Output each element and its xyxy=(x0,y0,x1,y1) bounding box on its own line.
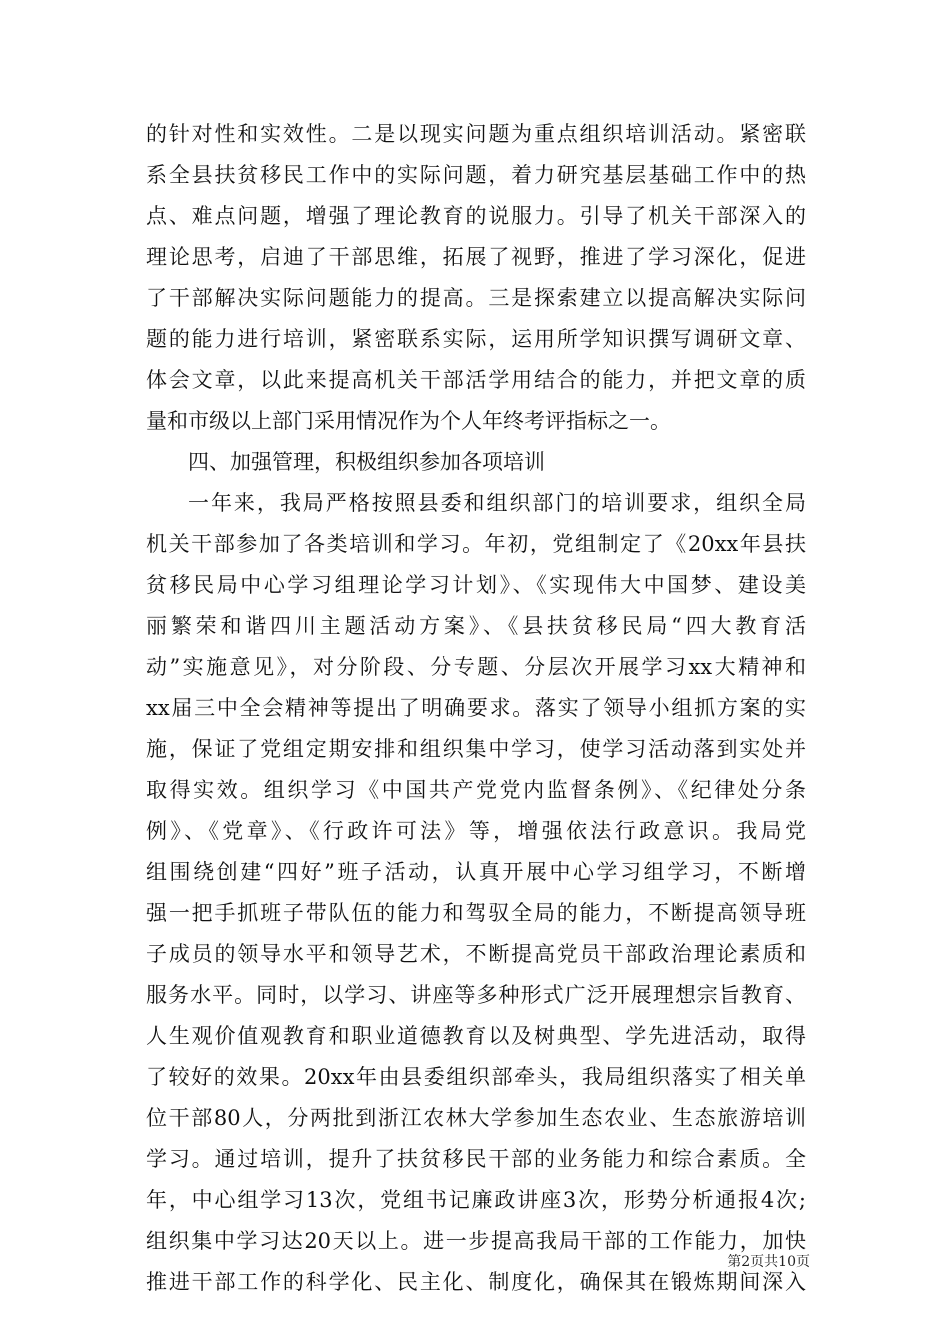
text-line: 子成员的领导水平和领导艺术，不断提高党员干部政治理论素质和 xyxy=(146,942,806,966)
text-line: 动”实施意见》，对分阶段、分专题、分层次开展学习xx大精神和 xyxy=(146,655,806,679)
page-number: 第2页共10页 xyxy=(727,1254,810,1270)
text-line: 服务水平。同时，以学习、讲座等多种形式广泛开展理想宗旨教育、 xyxy=(146,983,806,1007)
text-line: 学习。通过培训，提升了扶贫移民干部的业务能力和综合素质。全 xyxy=(146,1147,806,1171)
text-line: 贫移民局中心学习组理论学习计划》、《实现伟大中国梦、建设美 xyxy=(146,573,806,597)
text-line: 推进干部工作的科学化、民主化、制度化，确保其在锻炼期间深入 xyxy=(146,1270,806,1294)
text-line: 体会文章，以此来提高机关干部活学用结合的能力，并把文章的质 xyxy=(146,368,806,392)
text-line: 例》、《党章》、《行政许可法》等，增强依法行政意识。我局党 xyxy=(146,819,806,843)
text-line: 强一把手抓班子带队伍的能力和驾驭全局的能力，不断提高领导班 xyxy=(146,901,806,925)
text-line: 位干部80人，分两批到浙江农林大学参加生态农业、生态旅游培训 xyxy=(146,1106,806,1130)
text-line: 组围绕创建“四好”班子活动，认真开展中心学习组学习，不断增 xyxy=(146,860,806,884)
text-line: 点、难点问题，增强了理论教育的说服力。引导了机关干部深入的 xyxy=(146,204,806,228)
text-line: 的针对性和实效性。二是以现实问题为重点组织培训活动。紧密联 xyxy=(146,122,806,146)
text-line: 人生观价值观教育和职业道德教育以及树典型、学先进活动，取得 xyxy=(146,1024,806,1048)
text-line: 丽繁荣和谐四川主题活动方案》、《县扶贫移民局“四大教育活 xyxy=(146,614,806,638)
text-line: 了干部解决实际问题能力的提高。三是探索建立以提高解决实际问 xyxy=(146,286,806,310)
paragraph-first-line: 一年来，我局严格按照县委和组织部门的培训要求，组织全局 xyxy=(188,491,806,515)
text-line: 量和市级以上部门采用情况作为个人年终考评指标之一。 xyxy=(146,409,671,433)
text-line: 施，保证了党组定期安排和组织集中学习，使学习活动落到实处并 xyxy=(146,737,806,761)
text-line: 理论思考，启迪了干部思维，拓展了视野，推进了学习深化，促进 xyxy=(146,245,806,269)
text-line: xx届三中全会精神等提出了明确要求。落实了领导小组抓方案的实 xyxy=(146,696,806,720)
text-line: 系全县扶贫移民工作中的实际问题，着力研究基层基础工作中的热 xyxy=(146,163,806,187)
text-line: 取得实效。组织学习《中国共产党党内监督条例》、《纪律处分条 xyxy=(146,778,806,802)
text-line: 题的能力进行培训，紧密联系实际，运用所学知识撰写调研文章、 xyxy=(146,327,806,351)
text-line: 机关干部参加了各类培训和学习。年初，党组制定了《20xx年县扶 xyxy=(146,532,806,556)
text-line: 组织集中学习达20天以上。进一步提高我局干部的工作能力，加快 xyxy=(146,1229,806,1253)
section-heading: 四、加强管理，积极组织参加各项培训 xyxy=(188,450,545,474)
text-line: 年，中心组学习13次，党组书记廉政讲座3次，形势分析通报4次; xyxy=(146,1188,806,1212)
text-line: 了较好的效果。20xx年由县委组织部牵头，我局组织落实了相关单 xyxy=(146,1065,806,1089)
